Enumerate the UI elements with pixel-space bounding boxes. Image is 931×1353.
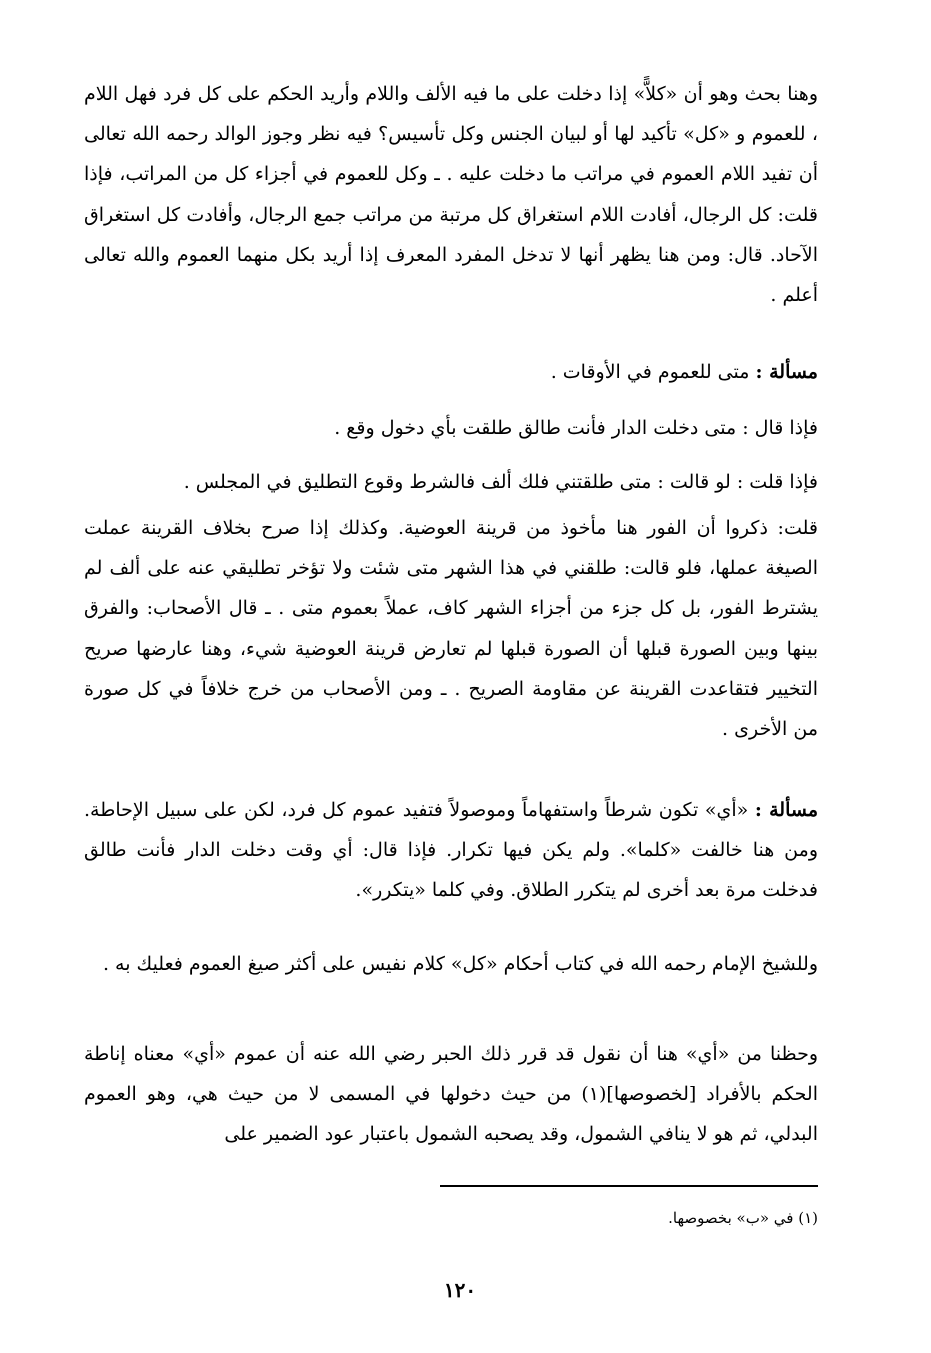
paragraph-3 (334, 408, 818, 448)
paragraph-5-text: قلت: ذكروا أن الفور هنا مأخوذ من قرينة العوضية. وكذلك إذا صرح بخلاف القرينة عملت الصيغة عملها، فلو قالت: طلقني في هذا الشهر متى شئت ولا تؤخر تطليقي عنه على ألف لم يشترط الفور، بل كل جزء من أجزاء الشهر كاف، عملاً بعموم متى . ـ قال الأصحاب: والفرق بينها وبين الصورة قبلها أن الصورة قبلها لم تعارض قرينة العوضية شيء، وهنا عارضها صريح التخيير فتقاعدت القرينة عن مقاومة الصريح . ـ ومن الأصحاب من خرج خلافاً في كل صورة من الأخرى . (84, 517, 818, 741)
footnote-divider (440, 1185, 818, 1187)
paragraph-8-text: وحظنا من «أي» هنا أن نقول قد قرر ذلك الحبر رضي الله عنه أن عموم «أي» معناه إناطة الحكم بالأفراد [لخصوصها](١) من حيث دخولها في المسمى لا من حيث هي، وهو العموم البدلي، ثم هو لا ينافي الشمول، وقد يصحبه الشمول باعتبار عود الضمير على (84, 1043, 818, 1146)
footnote (668, 1205, 818, 1231)
paragraph-7-text: وللشيخ الإمام رحمه الله في كتاب أحكام «كل» كلام نفيس على أكثر صيغ العموم فعليك به . (102, 953, 818, 975)
paragraph-8 (84, 1034, 818, 1155)
paragraph-1 (84, 74, 818, 315)
paragraph-1-text: وهنا بحث وهو أن «كلاًّ» إذا دخلت على ما فيه الألف واللام وأريد الحكم على كل فرد فهل اللام ، للعموم و «كل» تأكيد لها أو لبيان الجنس وكل تأسيس؟ فيه نظر وجوز الوالد رحمه الله تعالى أن تفيد اللام العموم في مراتب ما دخلت عليه . ـ وكل للعموم في أجزاء كل من المراتب، فإذا قلت: كل الرجال، أفادت اللام استغراق كل مرتبة من مراتب جمع الرجال، وأفادت كل استغراق الآحاد. قال: ومن هنا يظهر أنها لا تدخل المفرد المعرف إذا أريد بكل منهما العموم والله تعالى أعلم . (84, 83, 818, 307)
paragraph-6-text: «أي» تكون شرطاً واستفهاماً وموصولاً فتفيد عموم كل فرد، لكن على سبيل الإحاطة. ومن هنا خالفت «كلما». ولم يكن فيها تكرار. فإذا قال: أي وقت دخلت الدار فأنت طالق فدخلت مرة بعد أخرى لم يتكرر الطلاق. وفي كلما «يتكرر». (84, 799, 818, 902)
issue-label: مسألة : (754, 799, 818, 821)
issue-label: مسألة : (755, 361, 818, 383)
paragraph-7 (84, 944, 818, 984)
paragraph-2 (551, 352, 818, 392)
paragraph-6 (84, 790, 818, 911)
paragraph-4 (184, 462, 818, 502)
paragraph-2-text: متى للعموم في الأوقات . (550, 361, 756, 383)
paragraph-4-text: فإذا قلت : لو قالت : متى طلقتني فلك ألف فالشرط وقوع التطليق في المجلس . (183, 471, 818, 493)
page-number-text: ١٢٠ (443, 1278, 477, 1302)
paragraph-3-text: فإذا قال : متى دخلت الدار فأنت طالق طلقت بأي دخول وقع . (334, 417, 818, 439)
footnote-text: (١) في «ب» بخصوصها. (668, 1209, 818, 1227)
page-number (420, 1278, 500, 1302)
paragraph-5 (84, 508, 818, 749)
